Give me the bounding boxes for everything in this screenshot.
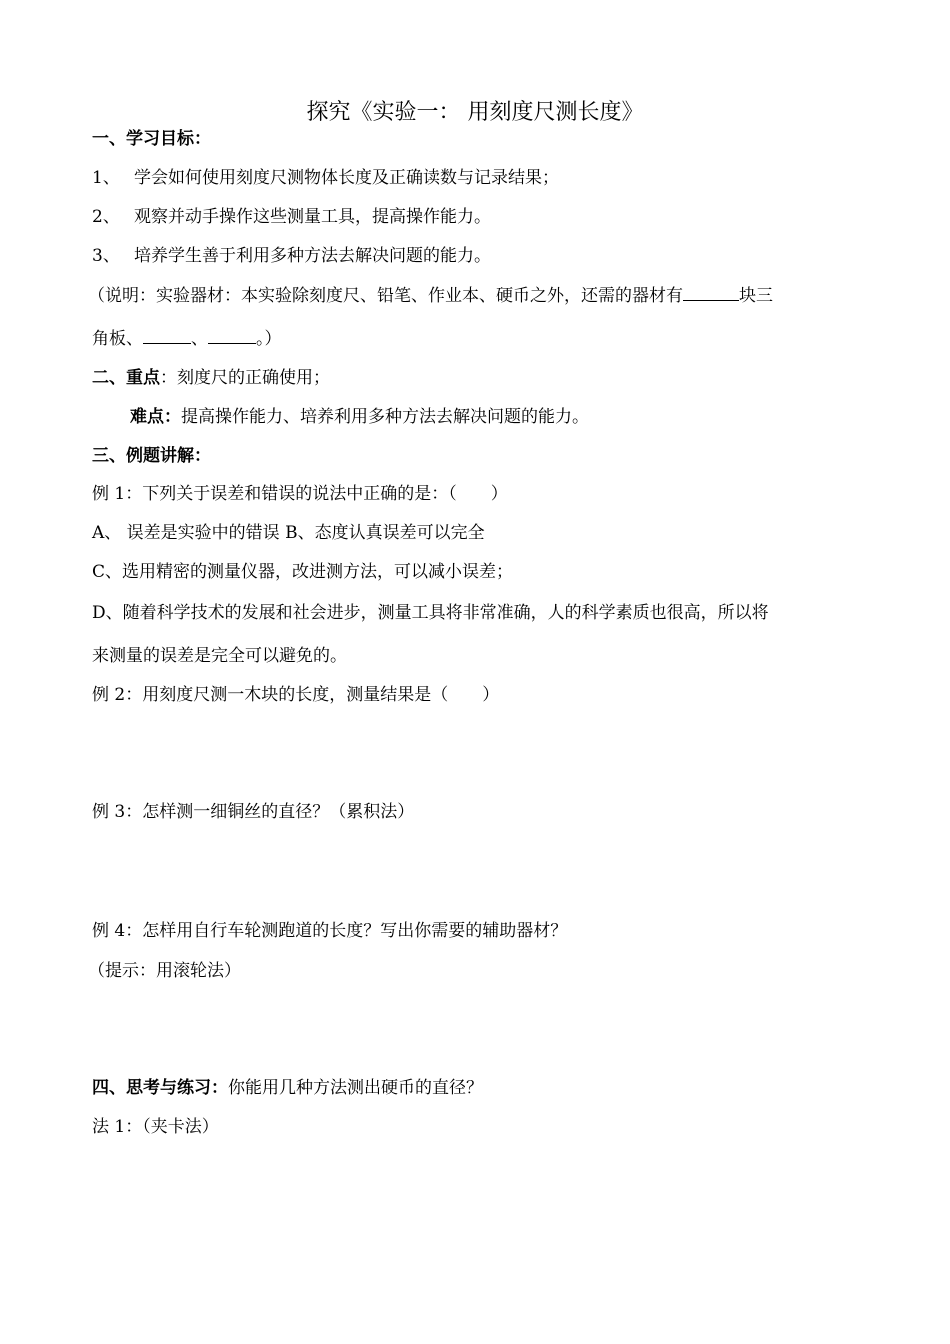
section-4-heading: 四、思考与练习： [92,1078,228,1098]
exercise-text: 你能用几种方法测出硬币的直径？ [228,1078,483,1098]
objective-number: 2、 [92,207,120,227]
objective-text: 观察并动手操作这些测量工具，提高操作能力。 [134,207,491,227]
fill-blank[interactable] [143,327,191,344]
example-3-question: 例 3：怎样测一细铜丝的直径？（累积法） [92,802,415,822]
difficulty-line [130,406,589,428]
note-text: 、 [191,329,208,349]
fill-blank[interactable] [683,284,739,301]
objective-item-3 [92,245,491,267]
example-4-question: 例 4：怎样用自行车轮测跑道的长度？写出你需要的辅助器材？ [92,921,568,941]
example-1-option-a: A、 误差是实验中的错误 B、态度认真误差可以完全 [92,523,485,543]
example-1-option-c: C、选用精密的测量仪器，改进测方法，可以减小误差； [92,562,514,582]
page-title: 探究《实验一： 用刻度尺测长度》 [306,100,644,125]
section-2-heading: 二、重点 [92,368,160,388]
example-4-hint: （提示：用滚轮法） [88,961,241,981]
fill-blank[interactable] [208,327,256,344]
example-2-question: 例 2：用刻度尺测一木块的长度，测量结果是（ ） [92,685,500,705]
key-point-line [92,367,330,389]
example-1-option-d-line-1: D、随着科学技术的发展和社会进步，测量工具将非常准确，人的科学素质也很高，所以将 [92,603,769,623]
equipment-note-line-1 [88,284,773,307]
objective-item-2 [92,206,491,228]
difficulty-label: 难点： [130,407,181,427]
objective-item-1 [92,167,559,189]
key-point-text: ：刻度尺的正确使用； [160,368,330,388]
example-1-option-d-line-2: 来测量的误差是完全可以避免的。 [92,646,347,666]
note-text: 角板、 [92,329,143,349]
exercise-line [92,1077,483,1099]
section-1-heading: 一、学习目标： [92,129,211,149]
equipment-note-line-2 [92,327,282,350]
note-text: 块三 [739,286,773,306]
difficulty-text: 提高操作能力、培养利用多种方法去解决问题的能力。 [181,407,589,427]
objective-number: 1、 [92,168,120,188]
method-1-label: 法 1：（夹卡法） [92,1117,219,1137]
example-1-question: 例 1：下列关于误差和错误的说法中正确的是：（ ） [92,484,508,504]
note-text: （说明：实验器材：本实验除刻度尺、铅笔、作业本、硬币之外，还需的器材有 [88,286,683,306]
section-3-heading: 三、例题讲解： [92,446,211,466]
note-text: 。） [256,329,282,349]
objective-text: 学会如何使用刻度尺测物体长度及正确读数与记录结果； [134,168,559,188]
objective-number: 3、 [92,246,120,266]
objective-text: 培养学生善于利用多种方法去解决问题的能力。 [134,246,491,266]
